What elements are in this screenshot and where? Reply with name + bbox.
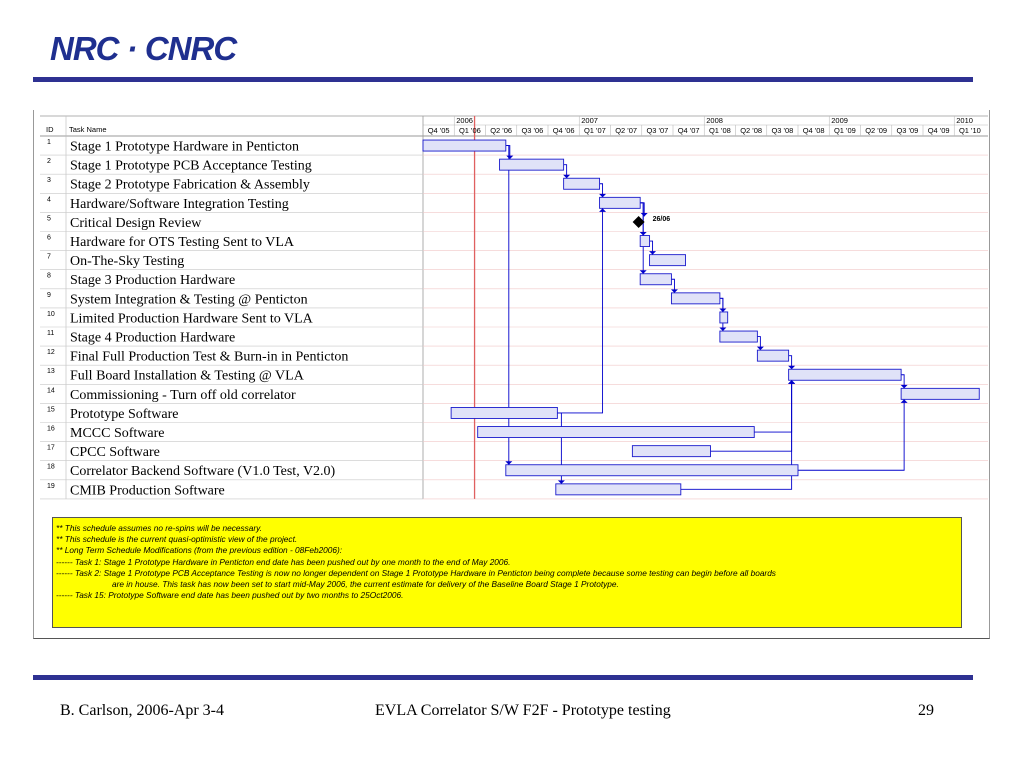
quarter-label: Q2 '09 bbox=[865, 126, 888, 135]
note-line: ------ Task 2: Stage 1 Prototype PCB Acceptance Testing is now no longer dependent on Stage 1 Prototype Hardware in Penticton being complete because some testing can begin before all boards bbox=[56, 567, 776, 578]
task-name: MCCC Software bbox=[70, 426, 165, 441]
task-bar bbox=[478, 427, 755, 438]
task-id: 10 bbox=[47, 310, 55, 318]
dependency-arrowhead bbox=[757, 347, 764, 351]
task-id: 11 bbox=[47, 330, 55, 337]
year-label: 2006 bbox=[456, 116, 473, 125]
task-id: 6 bbox=[47, 234, 51, 242]
note-line: ------ Task 15: Prototype Software end date has been pushed out by two months to 25Oct2006. bbox=[56, 590, 404, 601]
task-id: 9 bbox=[47, 291, 51, 299]
dependency-arrowhead bbox=[788, 380, 795, 384]
dependency-arrowhead bbox=[671, 289, 678, 293]
dependency-arrowhead bbox=[901, 385, 908, 389]
task-bar bbox=[600, 197, 641, 208]
year-label: 2007 bbox=[581, 116, 598, 125]
quarter-label: Q3 '09 bbox=[896, 126, 919, 135]
task-name: Stage 3 Production Hardware bbox=[70, 273, 236, 289]
task-bar bbox=[640, 274, 671, 285]
quarter-label: Q2 '07 bbox=[615, 126, 638, 135]
year-label: 2008 bbox=[706, 116, 723, 125]
task-name: Hardware/Software Integration Testing bbox=[70, 196, 289, 212]
milestone-date-label: 26/06 bbox=[652, 215, 671, 223]
task-name: Stage 1 Prototype PCB Acceptance Testing bbox=[70, 158, 312, 174]
dependency-arrowhead bbox=[719, 328, 726, 332]
task-id: 1 bbox=[47, 139, 51, 146]
year-label: 2010 bbox=[956, 116, 973, 125]
id-column-header: ID bbox=[46, 125, 54, 134]
note-line: ** This schedule is the current quasi-optimistic view of the project. bbox=[56, 534, 298, 545]
task-id: 16 bbox=[47, 425, 55, 433]
task-id: 17 bbox=[47, 444, 55, 452]
task-bar bbox=[632, 446, 710, 457]
task-bar bbox=[451, 407, 557, 418]
footer-author-date: B. Carlson, 2006-Apr 3-4 bbox=[60, 702, 224, 719]
task-name: CPCC Software bbox=[70, 445, 160, 461]
quarter-label: Q1 '08 bbox=[708, 126, 731, 135]
task-bar bbox=[757, 350, 788, 361]
nrc-cnrc-logo: NRC · CNRC bbox=[50, 30, 237, 67]
page-number: 29 bbox=[918, 702, 934, 719]
dependency-arrowhead bbox=[599, 194, 606, 198]
task-id: 14 bbox=[47, 387, 55, 395]
task-bar bbox=[556, 484, 681, 495]
task-id: 15 bbox=[47, 406, 55, 414]
task-id: 2 bbox=[47, 158, 51, 166]
task-id: 5 bbox=[47, 215, 51, 223]
quarter-label: Q3 '07 bbox=[646, 126, 669, 135]
dependency-arrowhead bbox=[558, 480, 565, 484]
quarter-label: Q2 '08 bbox=[740, 126, 763, 135]
note-line: ** This schedule assumes no re-spins will be necessary. bbox=[56, 523, 262, 533]
task-name: Prototype Software bbox=[70, 406, 179, 422]
dependency-link bbox=[754, 380, 791, 432]
task-id: 4 bbox=[47, 196, 51, 204]
task-name: CMIB Production Software bbox=[70, 483, 225, 499]
quarter-label: Q1 '10 bbox=[958, 126, 981, 135]
task-bar bbox=[640, 236, 649, 247]
quarter-label: Q1 '07 bbox=[583, 126, 606, 135]
task-bar bbox=[671, 293, 719, 304]
task-id: 7 bbox=[47, 253, 51, 261]
quarter-label: Q4 '08 bbox=[802, 126, 825, 135]
task-id: 13 bbox=[47, 368, 55, 376]
dependency-link bbox=[557, 208, 602, 413]
task-name: Final Full Production Test & Burn-in in Penticton bbox=[70, 349, 349, 365]
quarter-label: Q2 '06 bbox=[490, 126, 513, 135]
task-id: 3 bbox=[47, 177, 51, 185]
quarter-label: Q3 '06 bbox=[521, 126, 544, 135]
dependency-arrowhead bbox=[506, 156, 513, 160]
task-bar bbox=[720, 312, 728, 323]
dependency-link bbox=[798, 399, 904, 470]
note-line: are in house. This task has now been set to start mid-May 2006, the current estimate for delivery of the Baseline Board Stage 1 Prototype. bbox=[112, 579, 619, 590]
task-bar bbox=[901, 388, 979, 399]
task-id: 18 bbox=[47, 463, 55, 471]
task-name: System Integration & Testing @ Penticton bbox=[70, 292, 308, 308]
task-name-column-header: Task Name bbox=[69, 125, 107, 134]
footer-rule bbox=[33, 675, 973, 680]
footer-title: EVLA Correlator S/W F2F - Prototype testing bbox=[375, 702, 671, 719]
dependency-arrowhead bbox=[563, 175, 570, 179]
task-id: 8 bbox=[47, 272, 51, 280]
task-name: On-The-Sky Testing bbox=[70, 254, 185, 270]
dependency-arrowhead bbox=[640, 270, 647, 274]
note-line: ------ Task 1: Stage 1 Prototype Hardware in Penticton end date has been pushed out by one month to the end of May 2006. bbox=[56, 556, 511, 567]
dependency-arrowhead bbox=[641, 213, 648, 217]
quarter-label: Q4 '07 bbox=[677, 126, 700, 135]
dependency-arrowhead bbox=[901, 399, 908, 403]
dependency-arrowhead bbox=[788, 366, 795, 370]
task-name: Full Board Installation & Testing @ VLA bbox=[70, 368, 304, 384]
dependency-link bbox=[711, 380, 792, 451]
quarter-label: Q1 '09 bbox=[833, 126, 856, 135]
task-name: Stage 2 Prototype Fabrication & Assembly bbox=[70, 177, 310, 193]
task-id: 19 bbox=[47, 482, 55, 490]
task-bar bbox=[500, 159, 564, 170]
quarter-label: Q4 '09 bbox=[927, 126, 950, 135]
year-label: 2009 bbox=[831, 116, 848, 125]
dependency-arrowhead bbox=[599, 208, 606, 212]
task-name: Hardware for OTS Testing Sent to VLA bbox=[70, 235, 295, 250]
quarter-label: Q4 '05 bbox=[427, 126, 450, 135]
dependency-arrowhead bbox=[505, 461, 512, 465]
quarter-label: Q4 '06 bbox=[552, 126, 575, 135]
quarter-label: Q1 '06 bbox=[458, 126, 481, 135]
task-bar bbox=[564, 178, 600, 189]
task-name: Stage 1 Prototype Hardware in Penticton bbox=[70, 139, 300, 155]
task-name: Limited Production Hardware Sent to VLA bbox=[70, 311, 313, 327]
task-name: Critical Design Review bbox=[70, 215, 202, 231]
dependency-arrowhead bbox=[649, 251, 656, 255]
task-name: Correlator Backend Software (V1.0 Test, V2.0) bbox=[70, 464, 336, 480]
quarter-label: Q3 '08 bbox=[771, 126, 794, 135]
task-id: 12 bbox=[47, 349, 55, 357]
schedule-notes bbox=[52, 517, 962, 628]
task-bar bbox=[720, 331, 758, 342]
task-bar bbox=[423, 140, 506, 151]
task-bar bbox=[789, 369, 902, 380]
task-name: Stage 4 Production Hardware bbox=[70, 330, 236, 346]
task-bar bbox=[650, 255, 686, 266]
task-name: Commissioning - Turn off old correlator bbox=[70, 387, 296, 403]
note-line: ** Long Term Schedule Modifications (from the previous edition - 08Feb2006): bbox=[56, 545, 343, 556]
task-bar bbox=[506, 465, 798, 476]
